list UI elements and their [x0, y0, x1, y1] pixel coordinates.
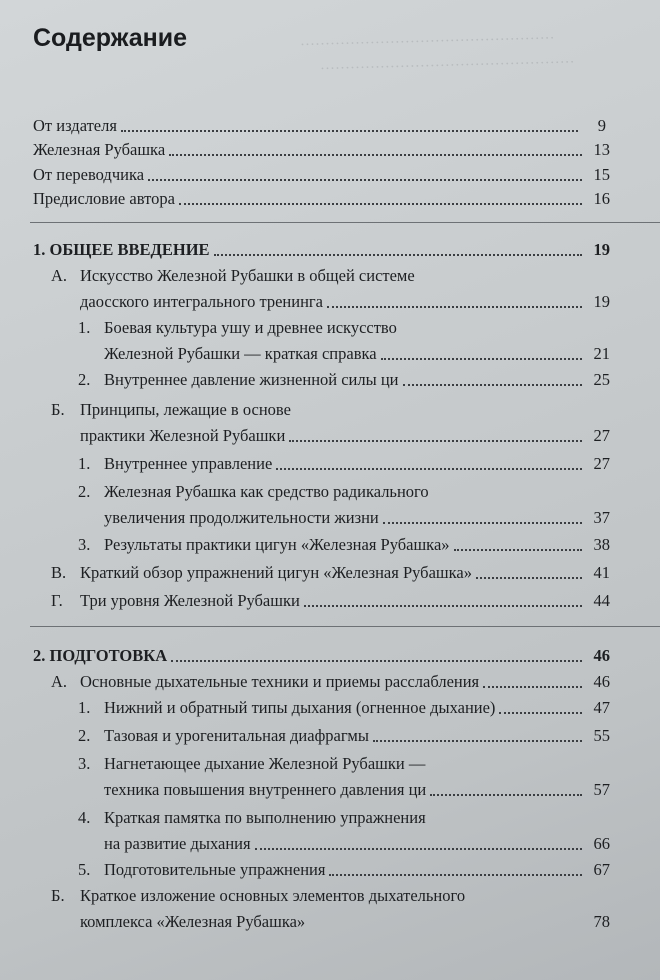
- section-heading-text: 2. ПОДГОТОВКА: [33, 646, 168, 665]
- leader-dots: [430, 792, 582, 796]
- toc-entry-text: Железная Рубашка как средство радикального: [104, 482, 429, 501]
- toc-entry[interactable]: [51, 561, 610, 583]
- leader-dots: [289, 438, 582, 442]
- toc-marker: А.: [51, 266, 68, 285]
- toc-entry-text: Внутреннее управление: [104, 454, 273, 473]
- toc-marker: 3.: [78, 754, 91, 773]
- toc-marker: 5.: [78, 860, 91, 879]
- toc-page-number: 57: [593, 780, 610, 799]
- toc-page-number: 44: [593, 591, 610, 610]
- toc-page-number: 41: [593, 563, 610, 582]
- toc-section-heading[interactable]: [33, 238, 610, 260]
- toc-entry-text: Основные дыхательные техники и приемы расслабления: [80, 672, 480, 691]
- toc-entry-text: Результаты практики цигун «Железная Рубашка»: [104, 535, 450, 554]
- toc-marker: Б.: [51, 400, 65, 419]
- toc-entry-text: Предисловие автора: [33, 189, 175, 208]
- toc-entry[interactable]: [104, 778, 610, 800]
- leader-dots: [169, 152, 582, 156]
- toc-entry[interactable]: [33, 138, 610, 160]
- toc-entry-text: Три уровня Железной Рубашки: [80, 591, 300, 610]
- toc-marker: А.: [51, 672, 68, 691]
- toc-entry-text: Внутреннее давление жизненной силы ци: [104, 370, 399, 389]
- toc-entry-text: техника повышения внутреннего давления ци: [104, 780, 427, 799]
- toc-marker: 1.: [78, 318, 91, 337]
- toc-page-number: 46: [593, 672, 610, 691]
- toc-entry-text: Принципы, лежащие в основе: [80, 400, 291, 419]
- toc-entry[interactable]: [80, 424, 610, 446]
- leader-dots: [179, 201, 582, 205]
- bleed-through-text: ···················································: [319, 54, 575, 78]
- leader-dots: [304, 603, 582, 607]
- toc-entry-line[interactable]: [51, 886, 465, 906]
- toc-entry[interactable]: [78, 368, 610, 390]
- toc-marker: 2.: [78, 726, 91, 745]
- toc-entry-text: Краткая памятка по выполнению упражнения: [104, 808, 426, 827]
- leader-dots: [121, 128, 578, 132]
- toc-entry-text: Нагнетающее дыхание Железной Рубашки —: [104, 754, 426, 773]
- leader-dots: [171, 658, 582, 662]
- toc-section-heading[interactable]: [33, 644, 610, 666]
- leader-dots: [148, 177, 582, 181]
- toc-entry[interactable]: [78, 452, 610, 474]
- page-title: Содержание: [33, 24, 188, 52]
- leader-dots: [276, 466, 582, 470]
- toc-entry-line[interactable]: [78, 754, 425, 774]
- toc-page-number: 25: [593, 370, 610, 389]
- toc-entry-text: даосского интегрального тренинга: [80, 292, 324, 311]
- toc-page-number: 16: [593, 189, 610, 208]
- toc-marker: 1.: [78, 698, 91, 717]
- section-heading-text: 1. ОБЩЕЕ ВВЕДЕНИЕ: [33, 240, 210, 259]
- leader-dots: [499, 710, 582, 714]
- toc-entry[interactable]: [33, 114, 606, 136]
- toc-entry[interactable]: [104, 342, 610, 364]
- toc-page-number: 47: [593, 698, 610, 717]
- toc-entry[interactable]: [51, 670, 610, 692]
- toc-page-number: 55: [593, 726, 610, 745]
- toc-entry-line[interactable]: [78, 808, 426, 828]
- toc-page-number: 37: [593, 508, 610, 527]
- leader-dots: [214, 252, 582, 256]
- toc-entry-text: практики Железной Рубашки: [80, 426, 286, 445]
- toc-marker: Б.: [51, 886, 65, 905]
- toc-page-number: 21: [593, 344, 610, 363]
- toc-entry[interactable]: [80, 910, 610, 932]
- leader-dots: [255, 846, 582, 850]
- toc-entry-text: Нижний и обратный типы дыхания (огненное дыхание): [104, 698, 496, 717]
- toc-entry[interactable]: [78, 533, 610, 555]
- toc-page-number: 15: [593, 165, 610, 184]
- toc-entry-text: на развитие дыхания: [104, 834, 251, 853]
- toc-entry[interactable]: [104, 506, 610, 528]
- section-divider: [30, 626, 660, 628]
- leader-dots: [327, 304, 582, 308]
- toc-entry-text: комплекса «Железная Рубашка»: [80, 912, 306, 931]
- toc-page-number: 19: [593, 292, 610, 311]
- bleed-through-text: ···················································: [299, 30, 555, 54]
- toc-page-number: 27: [593, 454, 610, 473]
- toc-entry-text: Подготовительные упражнения: [104, 860, 326, 879]
- toc-page-number: 19: [593, 240, 610, 259]
- toc-page-number: 38: [593, 535, 610, 554]
- toc-entry[interactable]: [33, 163, 610, 185]
- toc-entry[interactable]: [51, 589, 610, 611]
- toc-marker: 3.: [78, 535, 91, 554]
- toc-entry-text: От переводчика: [33, 165, 145, 184]
- toc-entry-text: увеличения продолжительности жизни: [104, 508, 379, 527]
- toc-marker: В.: [51, 563, 67, 582]
- toc-entry-text: Тазовая и урогенитальная диафрагмы: [104, 726, 369, 745]
- toc-page-number: 66: [593, 834, 610, 853]
- toc-page-number: 9: [597, 116, 606, 135]
- leader-dots: [373, 738, 582, 742]
- leader-dots: [381, 356, 582, 360]
- leader-dots: [329, 872, 582, 876]
- toc-entry-text: Железная Рубашка: [33, 140, 166, 159]
- leader-dots: [403, 382, 583, 386]
- toc-entry-text: Краткий обзор упражнений цигун «Железная Рубашка»: [80, 563, 472, 582]
- toc-page-number: 78: [593, 912, 610, 931]
- toc-marker: 1.: [78, 454, 91, 473]
- toc-entry-line[interactable]: [78, 318, 397, 338]
- toc-entry[interactable]: [80, 290, 610, 312]
- toc-entry[interactable]: [78, 696, 610, 718]
- toc-entry[interactable]: [33, 187, 610, 209]
- toc-page-number: 13: [593, 140, 610, 159]
- toc-page-number: 27: [593, 426, 610, 445]
- toc-entry[interactable]: [78, 858, 610, 880]
- toc-entry-text: От издателя: [33, 116, 117, 135]
- toc-entry-text: Краткое изложение основных элементов дыхательного: [80, 886, 466, 905]
- toc-marker: 4.: [78, 808, 91, 827]
- leader-dots: [476, 575, 582, 579]
- toc-page-number: 67: [593, 860, 610, 879]
- leader-dots: [454, 547, 582, 551]
- toc-entry-text: Железной Рубашки — краткая справка: [104, 344, 377, 363]
- leader-dots: [483, 684, 582, 688]
- toc-page-number: 46: [593, 646, 610, 665]
- toc-entry-line[interactable]: [78, 482, 429, 502]
- toc-entry-text: Искусство Железной Рубашки в общей системе: [80, 266, 415, 285]
- toc-marker: Г.: [51, 591, 63, 610]
- toc-entry-line[interactable]: [51, 400, 291, 420]
- leader-dots: [383, 520, 582, 524]
- toc-entry-line[interactable]: [51, 266, 415, 286]
- section-divider: [30, 222, 660, 224]
- toc-entry[interactable]: [78, 724, 610, 746]
- toc-entry[interactable]: [104, 832, 610, 854]
- toc-marker: 2.: [78, 482, 91, 501]
- toc-entry-text: Боевая культура ушу и древнее искусство: [104, 318, 397, 337]
- toc-marker: 2.: [78, 370, 91, 389]
